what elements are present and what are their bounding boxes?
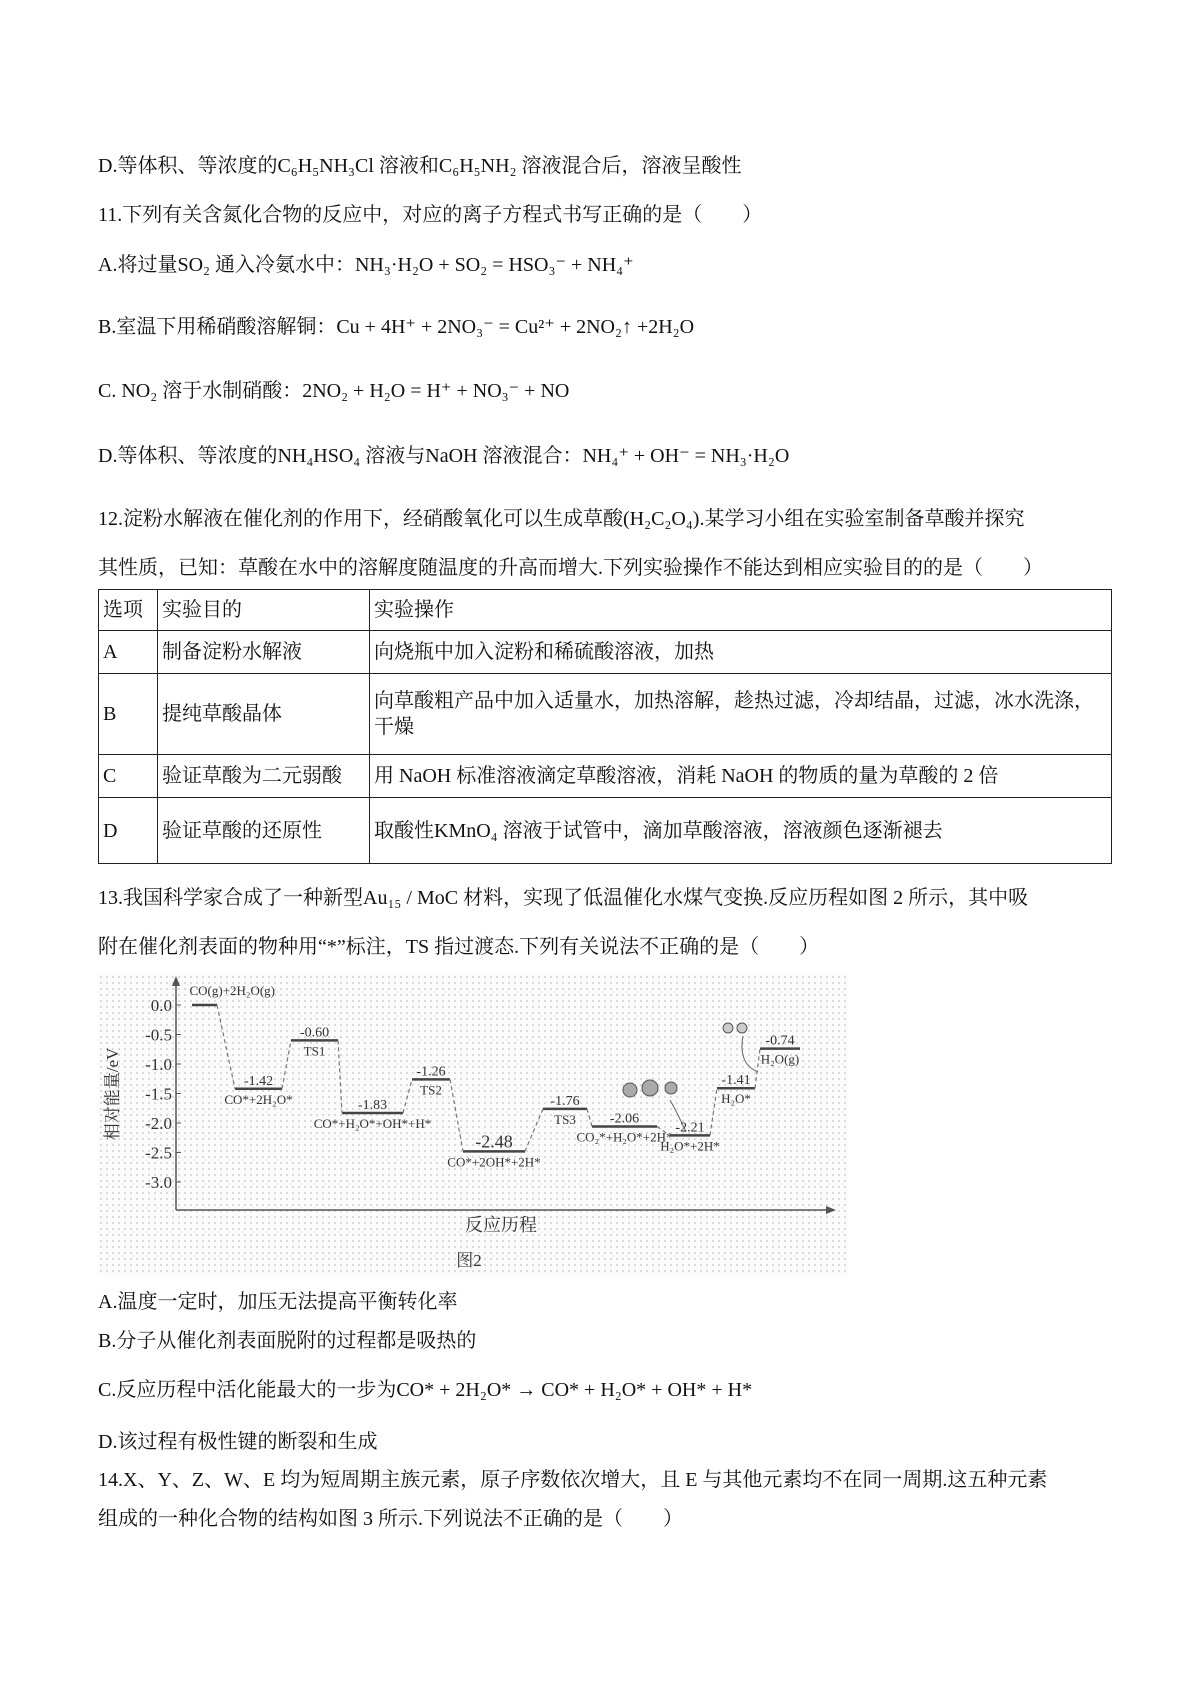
q13-option-d: D.该过程有极性键的断裂和生成	[98, 1431, 378, 1453]
table-header-row	[99, 590, 1112, 631]
energy-value-label: -2.06	[609, 1111, 640, 1127]
table-cell: 制备淀粉水解液	[158, 631, 370, 674]
species-label: CO*+2H₂O*	[224, 1091, 293, 1107]
q13-stem-line2: 附在催化剂表面的物种用“*”标注，TS 指过渡态.下列有关说法不正确的是（ ）	[98, 936, 820, 958]
connector-line	[450, 1079, 463, 1151]
q11-option-c: C. NO₂ 溶于水制硝酸：2NO₂ + H₂O = H⁺ + NO₃⁻ + NO	[98, 380, 570, 402]
energy-value-label: -2.21	[675, 1120, 705, 1136]
species-label: TS1	[303, 1043, 326, 1059]
energy-value-label: -1.76	[550, 1093, 580, 1109]
h2-molecule-icon	[723, 1023, 733, 1033]
q13-option-a: A.温度一定时，加压无法提高平衡转化率	[98, 1291, 458, 1313]
table-cell: 向草酸粗产品中加入适量水，加热溶解，趁热过滤，冷却结晶，过滤，冰水洗涤，干燥	[370, 674, 1112, 755]
table-row	[99, 674, 1112, 755]
table-header: 实验目的	[158, 590, 370, 631]
connector-line	[525, 1109, 543, 1151]
table-cell: 验证草酸的还原性	[158, 798, 370, 864]
connector-line	[587, 1109, 592, 1127]
y-axis-label: 相对能量/eV	[103, 1047, 122, 1141]
energy-profile-figure	[98, 974, 848, 1276]
species-label: TS2	[420, 1082, 442, 1098]
table-cell: 取酸性KMnO₄ 溶液于试管中，滴加草酸溶液，溶液颜色逐渐褪去	[370, 798, 1112, 864]
y-tick-label: -1.5	[145, 1084, 172, 1104]
species-label: CO*+H₂O*+OH*+H*	[313, 1115, 432, 1131]
co2-molecule-icon	[623, 1083, 637, 1097]
species-label: H₂O(g)	[760, 1051, 800, 1067]
co2-molecule-icon	[642, 1080, 658, 1096]
table-cell: 用 NaOH 标准溶液滴定草酸溶液，消耗 NaOH 的物质的量为草酸的 2 倍	[370, 755, 1112, 798]
energy-value-label: -0.74	[765, 1033, 795, 1049]
q12-stem-line2: 其性质，已知：草酸在水中的溶解度随温度的升高而增大.下列实验操作不能达到相应实验目的的是（ ）	[98, 557, 1043, 579]
energy-value-label: -1.42	[243, 1073, 274, 1089]
table-cell: 提纯草酸晶体	[158, 674, 370, 755]
species-label: CO(g)+2H₂O(g)	[189, 983, 276, 998]
q11-option-b: B.室温下用稀硝酸溶解铜：Cu + 4H⁺ + 2NO₃⁻ = Cu²⁺ + 2NO₂↑ +2H₂O	[98, 316, 695, 338]
table-cell: A	[99, 631, 158, 674]
q11-stem: 11.下列有关含氮化合物的反应中，对应的离子方程式书写正确的是（ ）	[98, 204, 763, 226]
h2-molecule-icon	[737, 1023, 747, 1033]
x-axis-label: 反应历程	[465, 1215, 537, 1235]
table-cell: 验证草酸为二元弱酸	[158, 755, 370, 798]
q11-option-a: A.将过量SO₂ 通入冷氨水中：NH₃·H₂O + SO₂ = HSO₃⁻ + NH₄⁺	[98, 254, 634, 276]
q13-option-c: C.反应历程中活化能最大的一步为CO* + 2H₂O* → CO* + H₂O* + OH* + H*	[98, 1379, 753, 1401]
connector-line	[282, 1040, 291, 1088]
y-tick-label: 0.0	[150, 996, 172, 1015]
y-tick-label: -2.0	[145, 1114, 172, 1133]
x-axis-arrow-icon	[826, 1206, 836, 1214]
species-label: H₂O*	[721, 1091, 751, 1107]
table-row	[99, 755, 1112, 798]
species-label: H₂O*+2H*	[660, 1138, 720, 1154]
q13-stem-line1: 13.我国科学家合成了一种新型Au₁₅ / MoC 材料，实现了低温催化水煤气变换.反应历程如图 2 所示，其中吸	[98, 887, 1029, 909]
y-axis-arrow-icon	[172, 976, 180, 986]
q14-stem-line2: 组成的一种化合物的结构如图 3 所示.下列说法不正确的是（ ）	[98, 1508, 683, 1530]
species-label: CO₂*+H₂O*+2H*	[576, 1129, 673, 1145]
q12-stem-line1: 12.淀粉水解液在催化剂的作用下，经硝酸氧化可以生成草酸(H₂C₂O₄).某学习小组在实验室制备草酸并探究	[98, 508, 1025, 530]
q11-option-d: D.等体积、等浓度的NH₄HSO₄ 溶液与NaOH 溶液混合：NH₄⁺ + OH⁻ = NH₃·H₂O	[98, 445, 790, 467]
energy-value-label: -1.83	[357, 1097, 388, 1113]
table-header: 选项	[99, 590, 158, 631]
co2-molecule-icon	[665, 1082, 677, 1094]
energy-value-label: -2.48	[475, 1131, 513, 1152]
desorption-arrow-icon	[742, 1036, 758, 1072]
energy-value-label: -0.60	[299, 1025, 330, 1041]
energy-value-label: -1.41	[721, 1073, 751, 1089]
q13-option-b: B.分子从催化剂表面脱附的过程都是吸热的	[98, 1330, 477, 1352]
y-tick-label: -3.0	[145, 1173, 172, 1192]
species-label: TS3	[554, 1111, 576, 1127]
table-row	[99, 631, 1112, 674]
y-tick-label: -1.0	[145, 1055, 172, 1074]
connector-line	[338, 1040, 342, 1113]
y-tick-label: -2.5	[145, 1143, 172, 1163]
energy-profile-chart	[98, 974, 848, 1276]
q14-stem-line1: 14.X、Y、Z、W、E 均为短周期主族元素，原子序数依次增大，且 E 与其他元素均不在同一周期.这五种元素	[98, 1469, 1048, 1491]
q12-table	[98, 589, 1112, 864]
table-header: 实验操作	[370, 590, 1112, 631]
connector-line	[403, 1079, 412, 1113]
connector-line	[755, 1049, 760, 1089]
figure-caption: 图2	[456, 1251, 482, 1270]
species-label: CO*+2OH*+2H*	[447, 1154, 541, 1170]
table-cell: B	[99, 674, 158, 755]
connector-line	[217, 1005, 235, 1089]
q10-option-d: D.等体积、等浓度的C₆H₅NH₃Cl 溶液和C₆H₅NH₂ 溶液混合后，溶液呈酸性	[98, 155, 742, 177]
table-row	[99, 798, 1112, 864]
table-cell: 向烧瓶中加入淀粉和稀硫酸溶液，加热	[370, 631, 1112, 674]
table-cell: D	[99, 798, 158, 864]
y-tick-label: -0.5	[145, 1025, 172, 1045]
table-cell: C	[99, 755, 158, 798]
connector-line	[710, 1088, 717, 1135]
energy-value-label: -1.26	[416, 1064, 446, 1080]
